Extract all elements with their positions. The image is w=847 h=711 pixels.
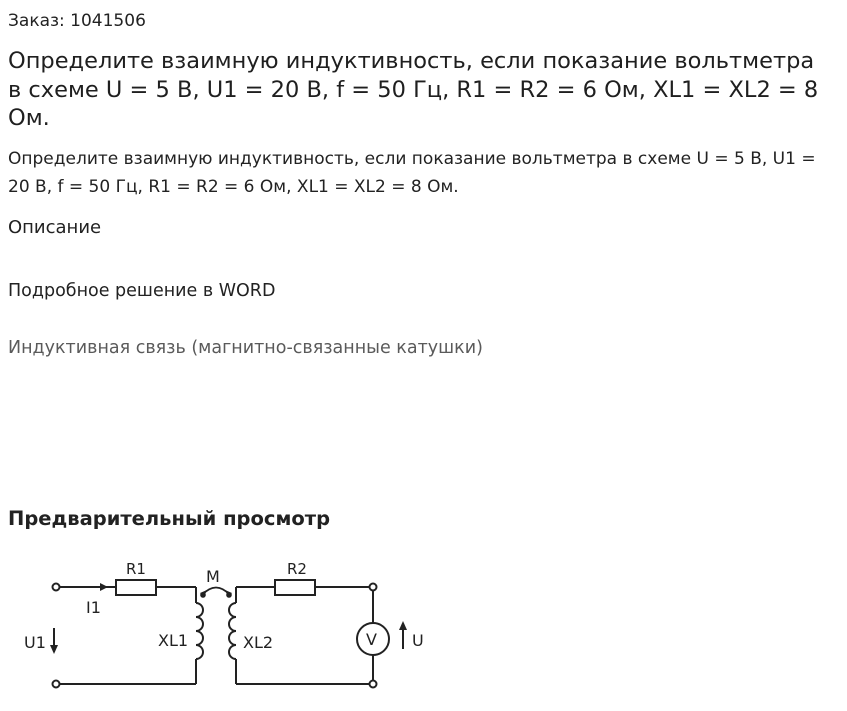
- coil-l2: [229, 603, 236, 659]
- label-u: U: [412, 631, 424, 650]
- label-r1: R1: [126, 560, 146, 578]
- category-link[interactable]: Индуктивная связь (магнитно-связанные катушки): [8, 338, 483, 358]
- solution-note: Подробное решение в WORD: [8, 281, 276, 301]
- resistor-r2: [275, 580, 315, 595]
- order-number: Заказ: 1041506: [8, 11, 146, 31]
- coil-l1: [196, 603, 203, 659]
- label-xl1: XL1: [158, 631, 189, 650]
- description-heading: Описание: [8, 217, 102, 238]
- preview-heading: Предварительный просмотр: [8, 507, 331, 530]
- label-m: M: [206, 567, 220, 586]
- problem-description: Определите взаимную индуктивность, если показание вольтметра в схеме U = 5 В, U1 = 20 В, f = 50 Гц, R1 = R2 = 6 Ом, XL1 = XL2 = 8 Ом.: [8, 149, 816, 197]
- label-u1: U1: [24, 633, 46, 652]
- label-xl2: XL2: [243, 633, 274, 652]
- label-r2: R2: [287, 560, 307, 578]
- voltmeter-label: V: [366, 630, 377, 649]
- resistor-r1: [116, 580, 156, 595]
- terminal-top-right: [370, 584, 377, 591]
- circuit-svg: [16, 550, 441, 700]
- terminal-bottom-right: [370, 681, 377, 688]
- terminal-top-left: [53, 584, 60, 591]
- terminal-bottom-left: [53, 681, 60, 688]
- page-title: Определите взаимную индуктивность, если показание вольтметра в схеме U = 5 В, U1 = 20 В, f = 50 Гц, R1 = R2 = 6 Ом, XL1 = XL2 = 8 Ом.: [8, 48, 819, 131]
- circuit-diagram: [16, 550, 441, 700]
- label-i1: I1: [86, 598, 101, 617]
